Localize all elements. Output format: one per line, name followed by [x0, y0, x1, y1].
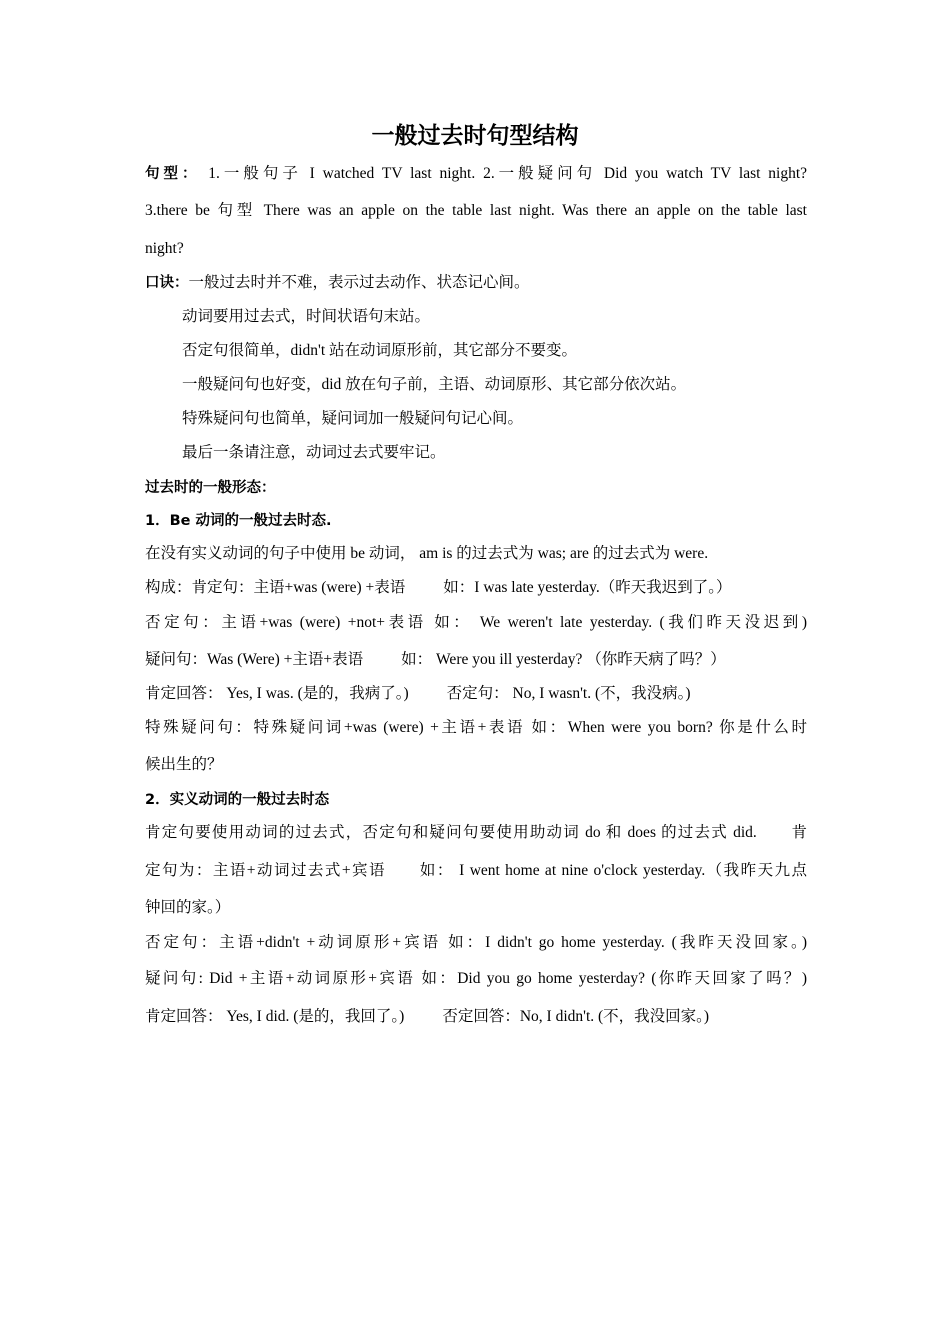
verb-answer-no: 否定回答：No, I didn't. (不，我没回家。) [442, 1008, 710, 1025]
sentence-patterns-label: 句型： [145, 166, 201, 182]
verb-negative-rule: 否定句：主语+didn't +动词原形+宾语 [145, 934, 442, 951]
be-answer-no: 否定句： No, I wasn't. (不，我没病。) [446, 685, 691, 702]
rhyme-line-4: 一般疑问句也好变，did 放在句子前，主语、动词原形、其它部分依次站。 [182, 376, 687, 393]
rhyme-label: 口诀： [145, 275, 189, 291]
be-affirmative-line [145, 576, 807, 600]
page-title: 一般过去时句型结构 [371, 123, 579, 149]
be-affirmative-example: 如：I was late yesterday.（昨天我迟到了。） [443, 579, 732, 596]
verb-description-line-2: 定句为：主语+动词过去式+宾语 如： I went home at nine o'clock yesterday.（我昨天九点 [145, 862, 807, 879]
sentence-patterns-line-3: night? [145, 240, 184, 257]
rhyme-line-5: 特殊疑问句也简单，疑问词加一般疑问句记心间。 [182, 410, 524, 427]
be-affirmative-rule: 构成：肯定句：主语+was (were) +表语 [145, 579, 406, 596]
verb-question-example: 如：Did you go home yesterday? (你昨天回家了吗？) [421, 970, 808, 987]
sentence-patterns-line-1 [145, 162, 807, 186]
be-question-line [145, 648, 807, 672]
rhyme-first-line: 一般过去时并不难，表示过去动作、状态记心间。 [188, 274, 530, 291]
rhyme-line-3: 否定句很简单，didn't 站在动词原形前，其它部分不要变。 [182, 342, 578, 359]
verb-question-rule: 疑问句: Did +主语+动词原形+宾语 [145, 970, 416, 987]
verb-description-line-3: 钟回的家。） [145, 899, 231, 916]
verb-description-line-1: 肯定句要使用动词的过去式，否定句和疑问句要使用助动词 do 和 does 的过去式 did. 肯 [145, 824, 807, 841]
forms-heading: 过去时的一般形态： [145, 480, 276, 496]
rhyme-line-2: 动词要用过去式，时间状语句末站。 [182, 308, 431, 325]
be-negative-example: 如： We weren't late yesterday. (我们昨天没迟到) [434, 614, 808, 631]
verb-answers-line [145, 1005, 807, 1029]
be-special-rule: 特殊疑问句：特殊疑问词+was (were) +主语+表语 [145, 719, 526, 736]
verb-question-line [145, 967, 807, 991]
verb-negative-example: 如：I didn't go home yesterday. (我昨天没回家。) [448, 934, 807, 951]
rhyme-line-1 [145, 271, 807, 295]
rhyme-line-6: 最后一条请注意，动词过去式要牢记。 [182, 444, 446, 461]
be-special-example: 如：When were you born? 你是什么时 [531, 719, 808, 736]
sentence-patterns-line-2: 3.there be 句型 There was an apple on the table last night. Was there an apple on the table last [145, 202, 807, 219]
be-answers-line [145, 682, 807, 706]
be-section-heading: 1．Be 动词的一般过去时态. [145, 513, 332, 529]
be-section-description: 在没有实义动词的句子中使用 be 动词， am is 的过去式为 was; are 的过去式为 were. [145, 545, 709, 562]
be-question-rule: 疑问句：Was (Were) +主语+表语 [145, 651, 364, 668]
be-special-question-cont: 候出生的？ [145, 756, 223, 773]
sentence-patterns-text-1: 1.一般句子 I watched TV last night. 2.一般疑问句 Did you watch TV last night? [208, 165, 808, 182]
be-question-example: 如： Were you ill yesterday? （你昨天病了吗？） [401, 651, 726, 668]
be-special-question-line [145, 716, 807, 740]
verb-answer-yes: 肯定回答： Yes, I did. (是的，我回了。) [145, 1008, 405, 1025]
be-negative-line [145, 611, 807, 635]
be-answer-yes: 肯定回答： Yes, I was. (是的，我病了。) [145, 685, 409, 702]
be-negative-rule: 否定句：主语+was (were) +not+表语 [145, 614, 427, 631]
verb-negative-line [145, 931, 807, 955]
verb-section-heading: 2．实义动词的一般过去时态 [145, 792, 330, 808]
